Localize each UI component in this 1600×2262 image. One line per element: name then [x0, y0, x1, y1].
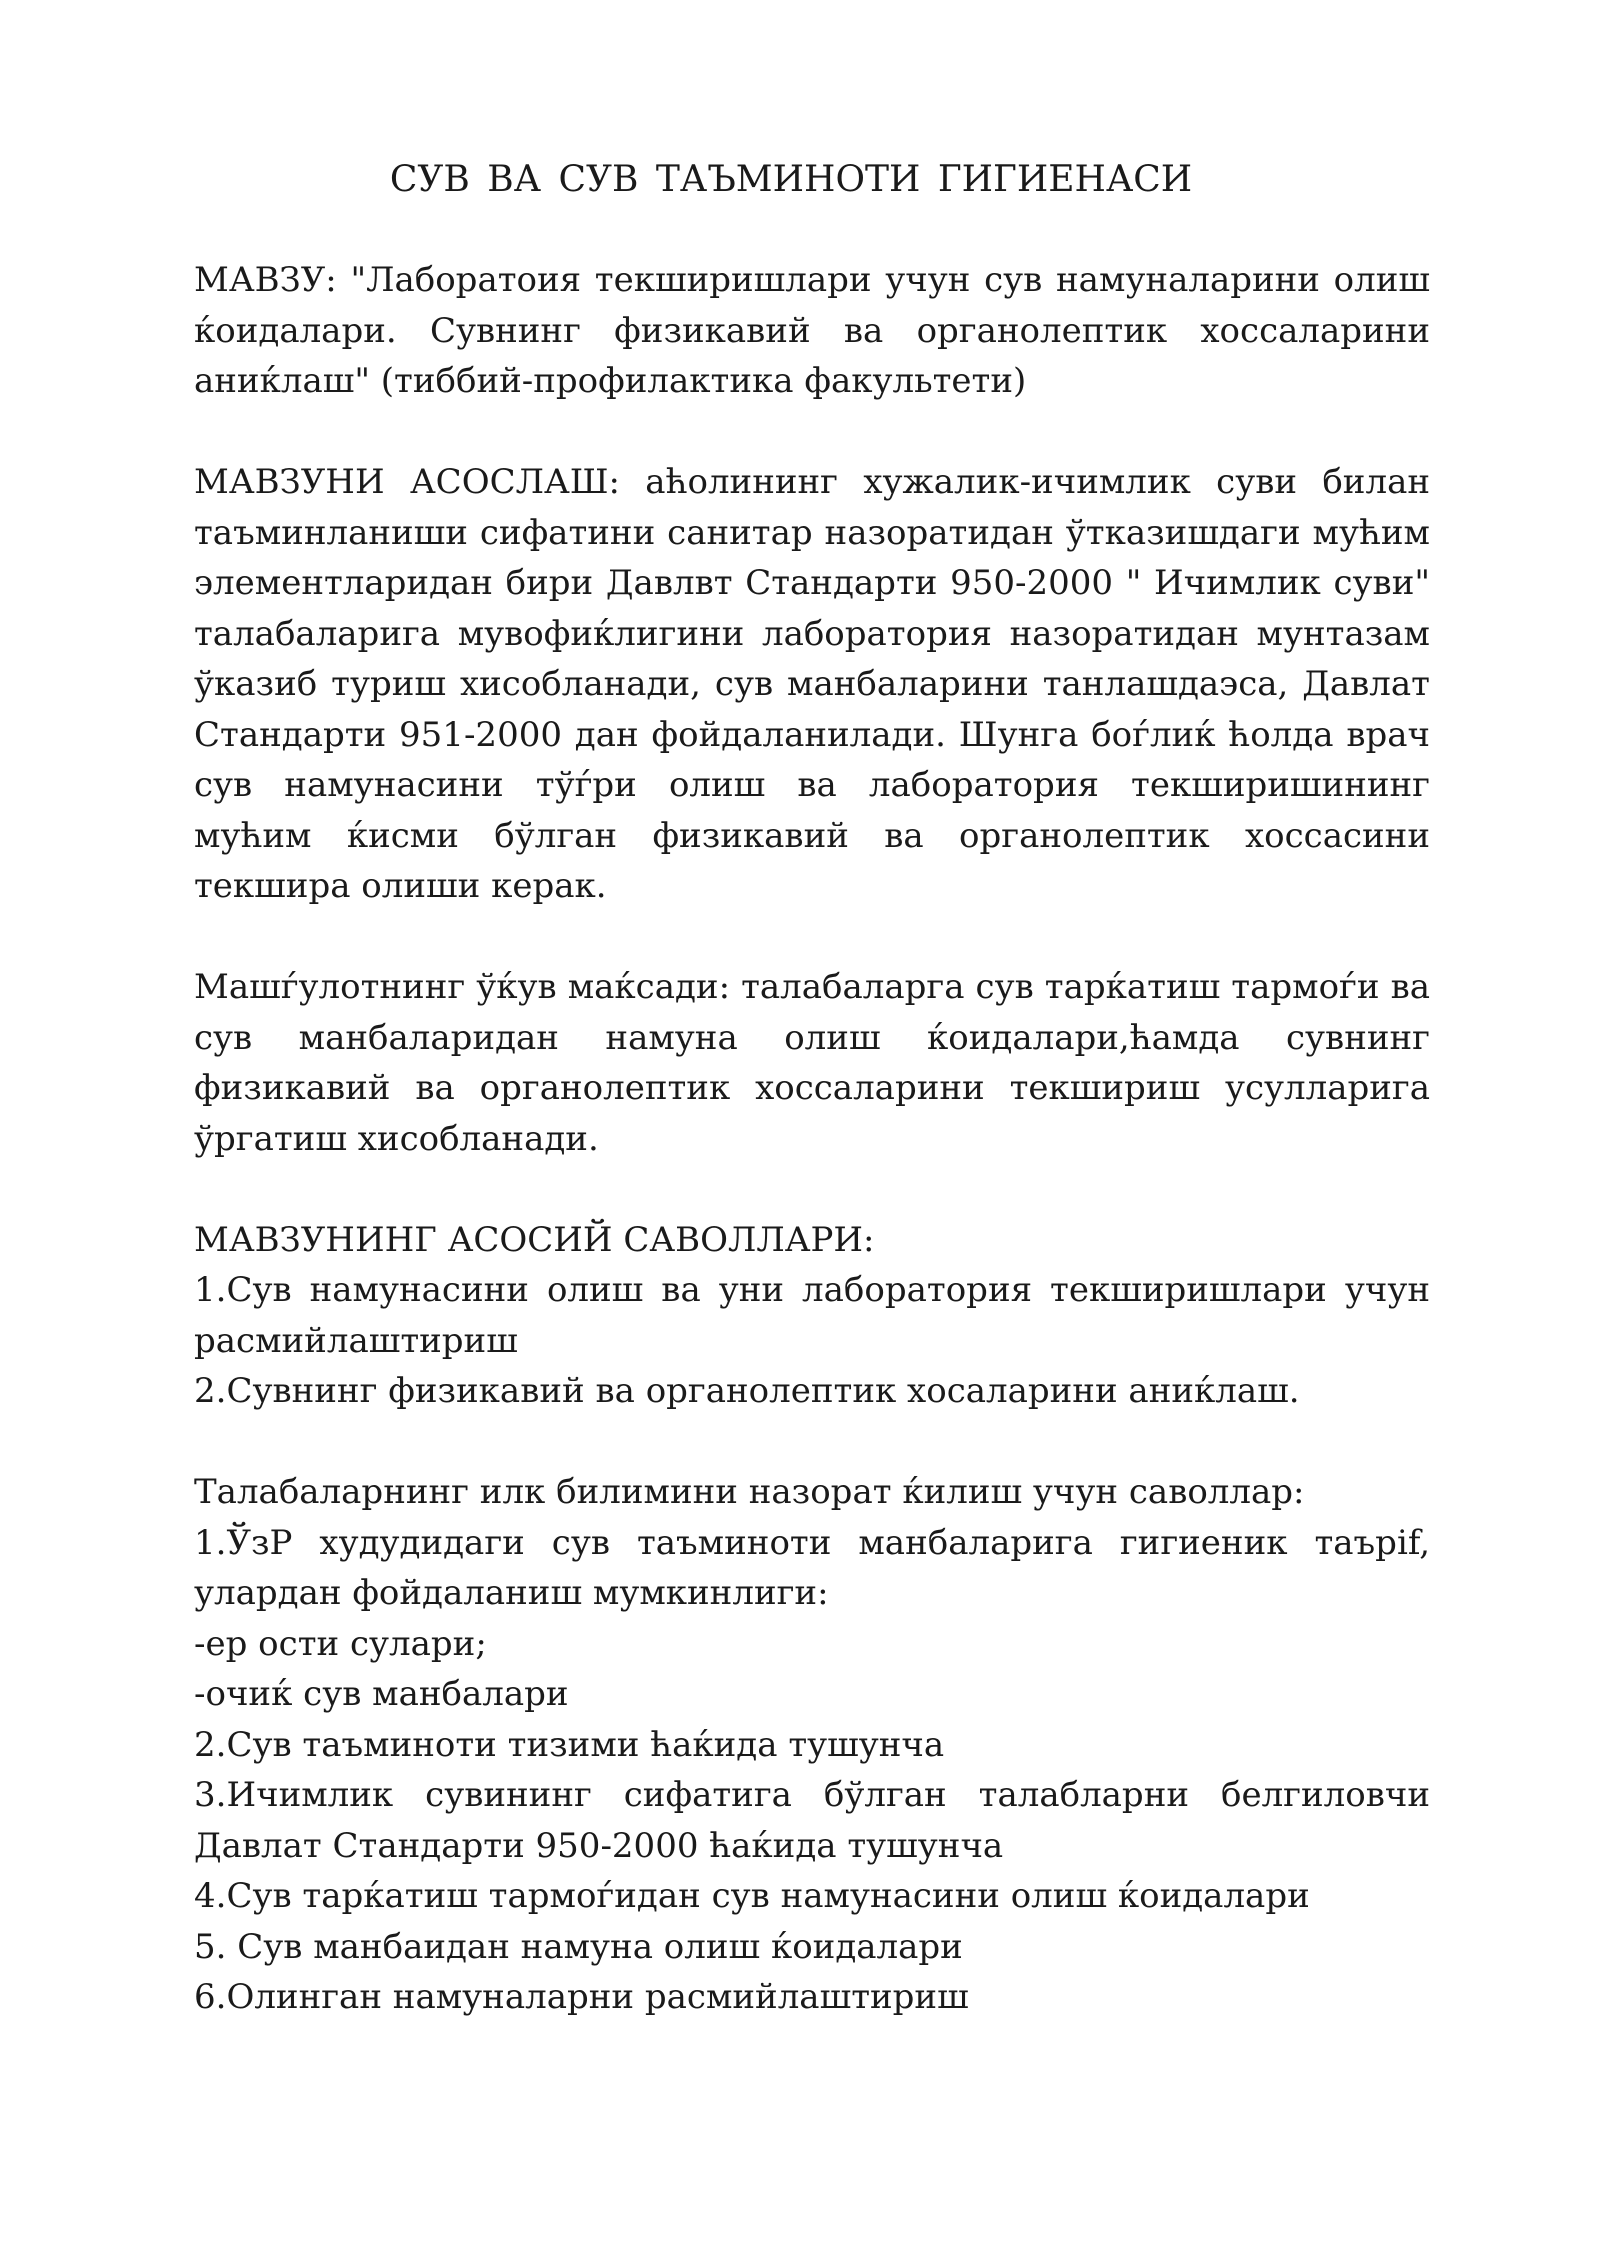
main-question-item: 1.Сув намунасини олиш ва уни лаборатория текширишлари учун расмийлаштириш	[194, 1270, 1430, 1361]
main-question-item: 2.Сувнинг физикавий ва органолептик хосаларини аниќлаш.	[194, 1371, 1300, 1411]
control-questions-heading: Талабаларнинг илк билимини назорат ќилиш учун саволлар:	[194, 1472, 1305, 1512]
control-question-item: -ер ости сулари;	[194, 1623, 487, 1664]
control-questions-section	[194, 1467, 1430, 2023]
control-question-item: 6.Олинган намуналарни расмийлаштириш	[194, 1977, 969, 2017]
control-question-item: 2.Сув таъминоти тизими ћаќида тушунча	[194, 1724, 945, 1765]
control-question-item: 5. Сув манбаидан намуна олиш ќоидалари	[194, 1926, 963, 1967]
document-title-text: СУВ ВА СУВ ТАЪМИНОТИ ГИГИЕНАСИ	[389, 159, 1193, 200]
main-questions-section	[194, 1215, 1430, 1417]
main-questions-heading: МАВЗУНИНГ АСОСИЙ САВОЛЛАРИ:	[194, 1219, 875, 1260]
topic-paragraph: МАВЗУ: "Лаборатоия текширишлари учун сув намуналарини олиш ќоидалари. Сувнинг физикавий ва органолептик хоссаларини аниќлаш" (тиббий-профилактика факультети)	[194, 260, 1430, 401]
control-question-item: 4.Сув тарќатиш тармоѓидан сув намунасини олиш ќоидалари	[194, 1876, 1310, 1916]
document-body	[194, 255, 1430, 2023]
control-question-item: 1.ЎзР худудидаги сув таъминоти манбаларига гигиеник таърif, улардан фойдаланиш мумкинлиги:	[194, 1522, 1430, 1613]
control-question-item: 3.Ичимлик сувининг сифатига бўлган талабларни белгиловчи Давлат Стандарти 950-2000 ћаќида тушунча	[194, 1775, 1430, 1866]
document-title	[0, 155, 1600, 205]
control-question-item: -очиќ сув манбалари	[194, 1674, 569, 1714]
rationale-paragraph: МАВЗУНИ АСОСЛАШ: аћолининг хужалик-ичимлик суви билан таъминланиши сифатини санитар назоратидан ўтказишдаги мућим элементларидан бири Давлвт Стандарти 950-2000 " Ичимлик суви" талабаларига мувофиќлигини лаборатория назоратидан мунтазам ўказиб туриш хисобланади, сув манбаларини танлашдаэса, Давлат Стандарти 951-2000 дан фойдаланилади. Шунга боѓлиќ ћолда врач сув намунасини тўѓри олиш ва лаборатория текширишининг мућим ќисми бўлган физикавий ва органолептик хоссасини текшира олиши керак.	[194, 462, 1430, 906]
goal-paragraph: Машѓулотнинг ўќув маќсади: талабаларга сув тарќатиш тармоѓи ва сув манбаларидан намуна олиш ќоидалари,ћамда сувнинг физикавий ва органолептик хоссаларини текшириш усулларига ўргатиш хисобланади.	[194, 967, 1430, 1159]
